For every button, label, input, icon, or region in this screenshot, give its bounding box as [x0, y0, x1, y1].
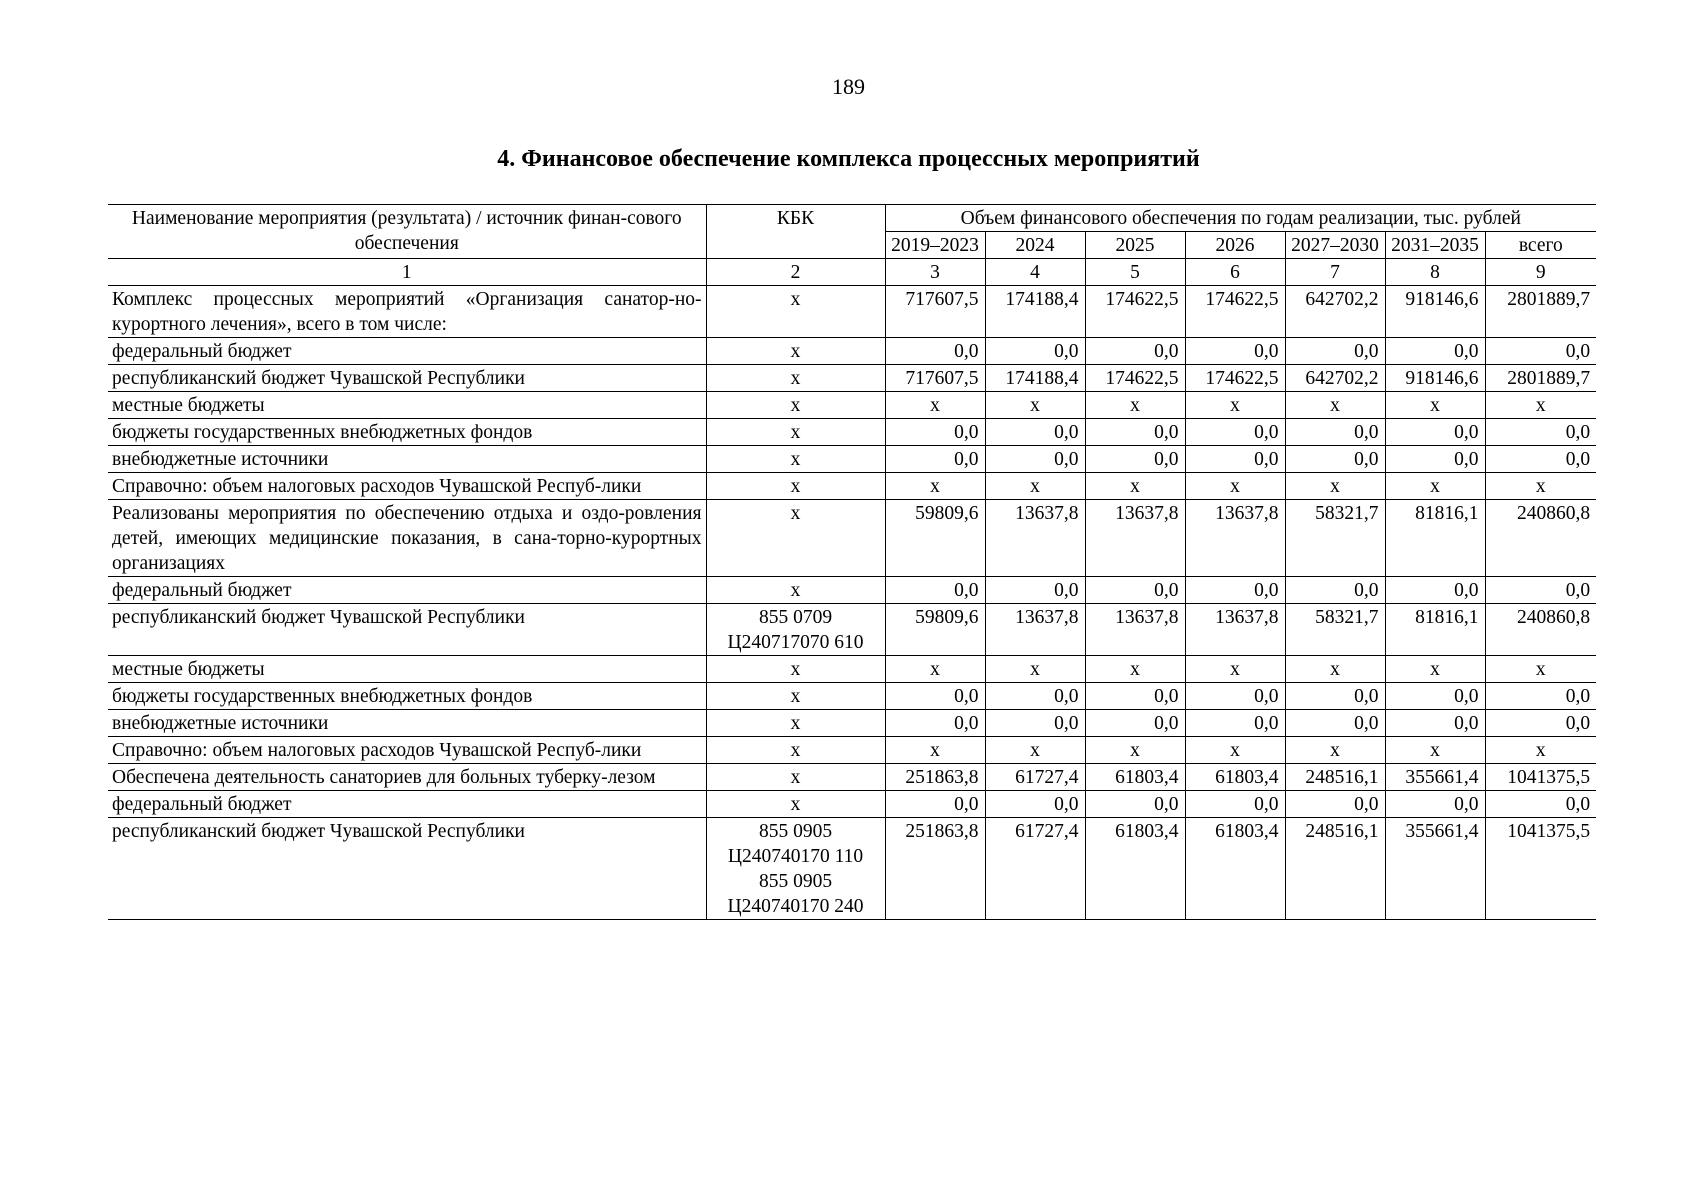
- row-value: 2801889,7: [1485, 365, 1596, 392]
- row-value: 0,0: [1385, 446, 1485, 473]
- row-value: х: [1385, 656, 1485, 683]
- row-value: 0,0: [1085, 338, 1185, 365]
- row-value: х: [885, 473, 985, 500]
- row-value: х: [1485, 392, 1596, 419]
- row-value: 1041375,5: [1485, 764, 1596, 791]
- row-value: 0,0: [1385, 577, 1485, 604]
- row-value: 0,0: [1285, 683, 1385, 710]
- row-value: х: [1185, 656, 1285, 683]
- column-number: 4: [985, 259, 1085, 286]
- row-value: 0,0: [1285, 446, 1385, 473]
- column-number: 7: [1285, 259, 1385, 286]
- row-value: х: [985, 473, 1085, 500]
- row-value: 0,0: [1385, 683, 1485, 710]
- row-name: федеральный бюджет: [108, 791, 706, 818]
- row-value: 61727,4: [985, 818, 1085, 920]
- header-year: 2031–2035: [1385, 232, 1485, 259]
- row-kbk: 855 0709 Ц240717070 610: [706, 604, 885, 656]
- row-name: федеральный бюджет: [108, 338, 706, 365]
- row-value: 0,0: [1085, 710, 1185, 737]
- header-kbk: КБК: [706, 205, 885, 259]
- row-value: х: [1085, 473, 1185, 500]
- row-value: х: [885, 392, 985, 419]
- row-value: 174622,5: [1085, 365, 1185, 392]
- row-value: 0,0: [985, 683, 1085, 710]
- row-value: 13637,8: [1085, 604, 1185, 656]
- row-name: республиканский бюджет Чувашской Республики: [108, 365, 706, 392]
- row-value: 0,0: [1085, 577, 1185, 604]
- row-value: 13637,8: [1185, 604, 1285, 656]
- row-value: 0,0: [1185, 683, 1285, 710]
- table-row: [108, 473, 1596, 500]
- row-kbk: х: [706, 446, 885, 473]
- row-value: 61803,4: [1085, 818, 1185, 920]
- page-number: 189: [832, 74, 865, 99]
- table-row: [108, 446, 1596, 473]
- row-value: 61727,4: [985, 764, 1085, 791]
- row-kbk: х: [706, 338, 885, 365]
- row-name: внебюджетные источники: [108, 710, 706, 737]
- row-value: 81816,1: [1385, 604, 1485, 656]
- row-value: х: [1085, 737, 1185, 764]
- row-value: 355661,4: [1385, 818, 1485, 920]
- header-year: 2026: [1185, 232, 1285, 259]
- row-value: 0,0: [985, 710, 1085, 737]
- table-row: [108, 365, 1596, 392]
- row-value: х: [885, 737, 985, 764]
- row-value: 81816,1: [1385, 500, 1485, 577]
- row-value: 0,0: [985, 446, 1085, 473]
- row-value: 642702,2: [1285, 286, 1385, 338]
- row-kbk: х: [706, 791, 885, 818]
- row-kbk: х: [706, 365, 885, 392]
- row-value: 2801889,7: [1485, 286, 1596, 338]
- row-kbk: х: [706, 710, 885, 737]
- row-name: федеральный бюджет: [108, 577, 706, 604]
- row-value: 717607,5: [885, 365, 985, 392]
- row-value: 0,0: [1085, 419, 1185, 446]
- row-value: 0,0: [1085, 791, 1185, 818]
- row-value: 0,0: [1485, 446, 1596, 473]
- row-value: х: [985, 737, 1085, 764]
- row-value: 0,0: [1285, 419, 1385, 446]
- row-kbk: х: [706, 737, 885, 764]
- row-name: Реализованы мероприятия по обеспечению отдыха и оздо-ровления детей, имеющих медицинские показания, в сана-торно-курортных организациях: [108, 500, 706, 577]
- row-value: 61803,4: [1185, 764, 1285, 791]
- row-value: х: [1385, 392, 1485, 419]
- column-number-row: [108, 259, 1596, 286]
- row-value: 0,0: [985, 338, 1085, 365]
- row-name: Обеспечена деятельность санаториев для больных туберку-лезом: [108, 764, 706, 791]
- row-value: 0,0: [1485, 419, 1596, 446]
- table-row: [108, 286, 1596, 338]
- row-value: 174622,5: [1085, 286, 1185, 338]
- table-row: [108, 500, 1596, 577]
- row-value: 0,0: [1385, 419, 1485, 446]
- row-value: 0,0: [885, 338, 985, 365]
- header-name: Наименование мероприятия (результата) / источник финан-сового обеспечения: [108, 205, 706, 259]
- row-name: республиканский бюджет Чувашской Республики: [108, 604, 706, 656]
- row-value: 0,0: [1385, 710, 1485, 737]
- table-row: [108, 710, 1596, 737]
- row-value: 59809,6: [885, 500, 985, 577]
- row-value: 0,0: [1385, 338, 1485, 365]
- row-value: 918146,6: [1385, 365, 1485, 392]
- row-value: 0,0: [1185, 338, 1285, 365]
- row-value: х: [1385, 737, 1485, 764]
- row-name: внебюджетные источники: [108, 446, 706, 473]
- row-value: 240860,8: [1485, 500, 1596, 577]
- row-name: бюджеты государственных внебюджетных фондов: [108, 683, 706, 710]
- row-value: 0,0: [1185, 419, 1285, 446]
- row-value: 248516,1: [1285, 764, 1385, 791]
- row-value: 0,0: [1485, 683, 1596, 710]
- header-year: 2019–2023: [885, 232, 985, 259]
- row-value: 0,0: [1485, 710, 1596, 737]
- row-value: 0,0: [985, 791, 1085, 818]
- row-value: 0,0: [885, 419, 985, 446]
- table-row: [108, 419, 1596, 446]
- row-value: 174622,5: [1185, 365, 1285, 392]
- row-name: Справочно: объем налоговых расходов Чувашской Респуб-лики: [108, 737, 706, 764]
- column-number: 1: [108, 259, 706, 286]
- table-row: [108, 737, 1596, 764]
- table-row: [108, 392, 1596, 419]
- row-value: х: [1185, 473, 1285, 500]
- row-name: местные бюджеты: [108, 656, 706, 683]
- row-value: х: [1485, 737, 1596, 764]
- row-value: 58321,7: [1285, 604, 1385, 656]
- table-row: [108, 683, 1596, 710]
- row-value: 0,0: [885, 710, 985, 737]
- header-volume: Объем финансового обеспечения по годам реализации, тыс. рублей: [885, 205, 1596, 232]
- row-kbk: х: [706, 286, 885, 338]
- column-number: 2: [706, 259, 885, 286]
- row-value: х: [1085, 656, 1185, 683]
- row-value: 1041375,5: [1485, 818, 1596, 920]
- row-value: 248516,1: [1285, 818, 1385, 920]
- row-value: 0,0: [885, 577, 985, 604]
- row-value: х: [985, 656, 1085, 683]
- table-row: [108, 338, 1596, 365]
- row-kbk: х: [706, 392, 885, 419]
- row-value: х: [1185, 737, 1285, 764]
- row-kbk: х: [706, 577, 885, 604]
- row-value: х: [1485, 473, 1596, 500]
- table-body: [108, 286, 1596, 920]
- row-name: Справочно: объем налоговых расходов Чувашской Респуб-лики: [108, 473, 706, 500]
- row-value: 0,0: [1285, 577, 1385, 604]
- row-value: 174188,4: [985, 286, 1085, 338]
- header-year: 2024: [985, 232, 1085, 259]
- row-value: 13637,8: [985, 604, 1085, 656]
- table-row: [108, 791, 1596, 818]
- row-name: местные бюджеты: [108, 392, 706, 419]
- row-value: 240860,8: [1485, 604, 1596, 656]
- row-value: 0,0: [1185, 577, 1285, 604]
- row-value: х: [1285, 656, 1385, 683]
- header-row-1: [108, 205, 1596, 232]
- row-value: х: [1285, 392, 1385, 419]
- header-year: 2025: [1085, 232, 1185, 259]
- column-number: 8: [1385, 259, 1485, 286]
- row-value: 251863,8: [885, 818, 985, 920]
- row-value: 0,0: [1185, 791, 1285, 818]
- row-kbk: х: [706, 656, 885, 683]
- row-value: 174188,4: [985, 365, 1085, 392]
- row-value: х: [1185, 392, 1285, 419]
- row-value: 58321,7: [1285, 500, 1385, 577]
- row-value: 251863,8: [885, 764, 985, 791]
- row-value: х: [1085, 392, 1185, 419]
- row-value: 0,0: [1385, 791, 1485, 818]
- header-year: 2027–2030: [1285, 232, 1385, 259]
- row-value: х: [1485, 656, 1596, 683]
- row-value: 0,0: [1485, 791, 1596, 818]
- row-value: 0,0: [1185, 446, 1285, 473]
- row-value: 0,0: [1485, 338, 1596, 365]
- row-kbk: х: [706, 764, 885, 791]
- row-value: 13637,8: [985, 500, 1085, 577]
- row-value: 0,0: [885, 683, 985, 710]
- row-name: бюджеты государственных внебюджетных фондов: [108, 419, 706, 446]
- row-value: 918146,6: [1385, 286, 1485, 338]
- row-value: 0,0: [1285, 791, 1385, 818]
- table-row: [108, 656, 1596, 683]
- row-value: 717607,5: [885, 286, 985, 338]
- row-value: х: [985, 392, 1085, 419]
- table-row: [108, 818, 1596, 920]
- column-number: 5: [1085, 259, 1185, 286]
- column-number: 9: [1485, 259, 1596, 286]
- row-value: 0,0: [1085, 683, 1185, 710]
- row-value: 0,0: [1485, 577, 1596, 604]
- row-kbk: х: [706, 500, 885, 577]
- financing-table: [108, 204, 1596, 920]
- row-value: 174622,5: [1185, 286, 1285, 338]
- column-number: 6: [1185, 259, 1285, 286]
- row-value: 0,0: [885, 446, 985, 473]
- row-value: 0,0: [1285, 338, 1385, 365]
- row-kbk: х: [706, 419, 885, 446]
- row-name: республиканский бюджет Чувашской Республики: [108, 818, 706, 920]
- row-value: 13637,8: [1185, 500, 1285, 577]
- row-kbk: 855 0905 Ц240740170 110 855 0905 Ц240740170 240: [706, 818, 885, 920]
- row-value: 0,0: [985, 577, 1085, 604]
- header-total: всего: [1485, 232, 1596, 259]
- row-kbk: х: [706, 473, 885, 500]
- row-value: 0,0: [885, 791, 985, 818]
- row-value: 0,0: [1285, 710, 1385, 737]
- row-value: х: [885, 656, 985, 683]
- row-value: 0,0: [1085, 446, 1185, 473]
- row-value: 0,0: [985, 419, 1085, 446]
- row-value: х: [1285, 737, 1385, 764]
- table-row: [108, 604, 1596, 656]
- row-value: 59809,6: [885, 604, 985, 656]
- row-value: х: [1385, 473, 1485, 500]
- section-title: 4. Финансовое обеспечение комплекса процессных мероприятий: [497, 146, 1200, 172]
- row-value: 61803,4: [1185, 818, 1285, 920]
- column-number: 3: [885, 259, 985, 286]
- row-name: Комплекс процессных мероприятий «Организация санатор-но-курортного лечения», всего в том числе:: [108, 286, 706, 338]
- row-kbk: х: [706, 683, 885, 710]
- row-value: 13637,8: [1085, 500, 1185, 577]
- row-value: 355661,4: [1385, 764, 1485, 791]
- table-row: [108, 577, 1596, 604]
- row-value: 0,0: [1185, 710, 1285, 737]
- row-value: х: [1285, 473, 1385, 500]
- row-value: 642702,2: [1285, 365, 1385, 392]
- row-value: 61803,4: [1085, 764, 1185, 791]
- table-row: [108, 764, 1596, 791]
